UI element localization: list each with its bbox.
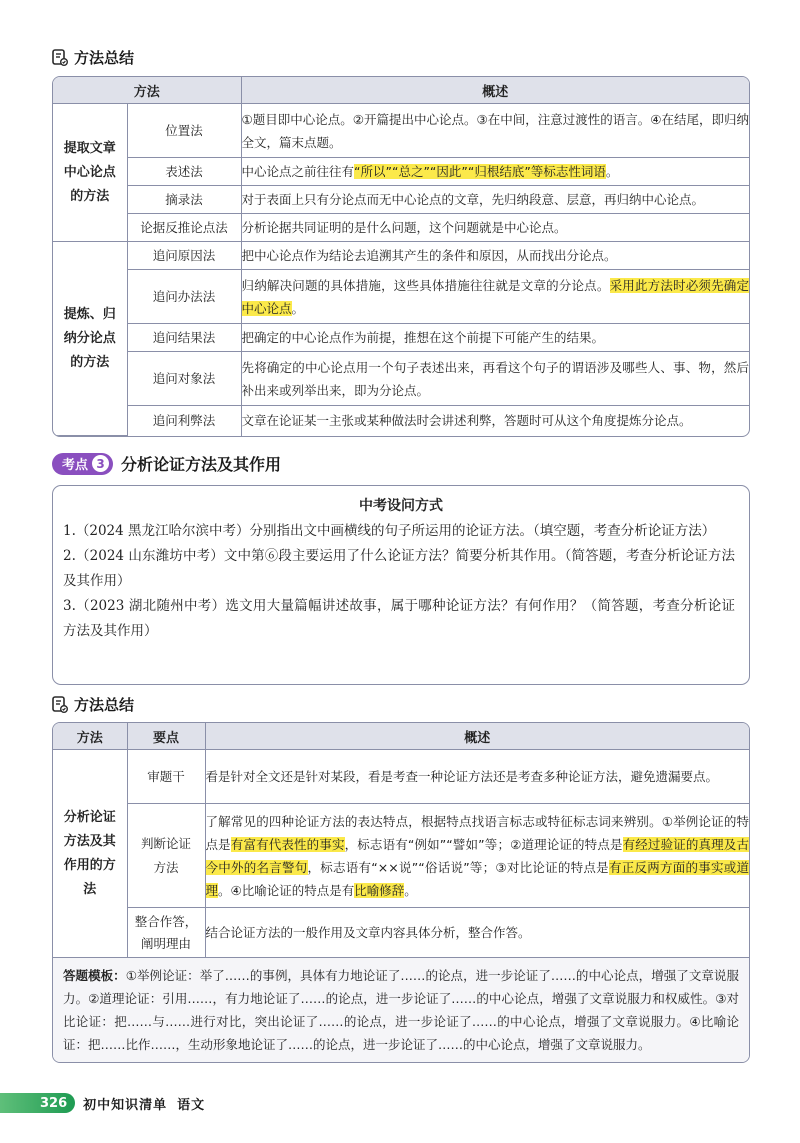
method-table-2 <box>52 722 750 1063</box>
method-cell: 表述法 <box>127 158 241 186</box>
highlight: “所以”“总之”“因此”“归根结底”等标志性词语 <box>354 164 606 179</box>
method-cell: 追问利弊法 <box>127 406 241 436</box>
method-cell: 摘录法 <box>127 186 241 214</box>
kaodian-badge: 考点 3 <box>52 453 113 475</box>
question-box <box>52 485 750 685</box>
header-summary: 概述 <box>241 77 749 104</box>
question-item: 1.（2024 黑龙江哈尔滨中考）分别指出文中画横线的句子所运用的论证方法。（填空题，考查分析论证方法） <box>63 523 716 539</box>
answer-template-cell <box>53 958 749 1063</box>
highlight: 采用此方法时必须先确定中心论点 <box>241 277 749 316</box>
kaodian-number: 3 <box>92 455 109 472</box>
desc-cell: 文章在论证某一主张或某种做法时会讲述利弊，答题时可从这个角度提炼分论点。 <box>241 406 749 436</box>
method-cell: 追问结果法 <box>127 324 241 352</box>
category-cell: 分析论证方法及其作用的方法 <box>53 750 127 958</box>
footer-subject: 语文 <box>177 1097 206 1113</box>
desc-cell: 分析论据共同证明的是什么问题，这个问题就是中心论点。 <box>241 214 749 242</box>
header-method: 方法 <box>53 723 127 750</box>
header-summary: 概述 <box>205 723 749 750</box>
section-title-text: 方法总结 <box>74 49 135 67</box>
footer-book: 初中知识清单 语文 <box>83 1097 206 1113</box>
method-cell: 位置法 <box>127 104 241 158</box>
point-cell: 审题干 <box>127 750 205 804</box>
method-cell: 追问办法法 <box>127 270 241 324</box>
document-check-icon <box>52 696 68 713</box>
question-item: 2.（2024 山东潍坊中考）文中第⑥段主要运用了什么论证方法？简要分析其作用。（简答题，考查分析论证方法及其作用） <box>63 548 735 589</box>
desc-cell: 把确定的中心论点作为前提，推想在这个前提下可能产生的结果。 <box>241 324 749 352</box>
method-cell: 追问原因法 <box>127 242 241 270</box>
method-table-1 <box>52 76 750 437</box>
section-title-1 <box>52 47 134 68</box>
point-cell: 判断论证方法 <box>127 804 205 908</box>
method-cell: 论据反推论点法 <box>127 214 241 242</box>
highlight: 有经过验证的真理及古今中外的名言警句 <box>205 836 749 875</box>
desc-cell: 把中心论点作为结论去追溯其产生的条件和原因，从而找出分论点。 <box>241 242 749 270</box>
desc-cell: 对于表面上只有分论点而无中心论点的文章，先归纳段意、层意，再归纳中心论点。 <box>241 186 749 214</box>
desc-cell: 中心论点之前往往有“所以”“总之”“因此”“归根结底”等标志性词语。 <box>241 158 749 186</box>
template-text: ①举例论证：举了……的事例，具体有力地论证了……的论点，进一步论证了……的中心论点，增强了文章说服力。②道理论证：引用……，有力地论证了……的论点，进一步论证了……的中心论点，增强了文章说服力和权威性。③对比论证：把……与……进行对比，突出论证了……的论点，进一步论证了……的中心论点，增强了文章说服力。④比喻论证：把……比作……，生动形象地论证了……的论点，进一步论证了……的中心论点，增强了文章说服力。 <box>63 968 739 1052</box>
highlight: 比喻修辞 <box>354 882 405 898</box>
section-title-text: 方法总结 <box>74 696 135 714</box>
category-cell: 提炼、归纳分论点的方法 <box>53 242 127 436</box>
category-cell: 提取文章中心论点的方法 <box>53 104 127 242</box>
page-number: 326 <box>0 1093 75 1113</box>
header-point: 要点 <box>127 723 205 750</box>
desc-cell: ①题目即中心论点。②开篇提出中心论点。③在中间，注意过渡性的语言。④在结尾，即归纳全文，篇末点题。 <box>241 104 749 158</box>
desc-cell: 了解常见的四种论证方法的表达特点，根据特点找语言标志或特征标志词来辨别。①举例论证的特点是有富有代表性的事实，标志语有“例如”“譬如”等；②道理论证的特点是有经过验证的真理及古今中外的名言警句，标志语有“××说”“俗话说”等；③对比论证的特点是有正反两方面的事实或道理。④比喻论证的特点是有比喻修辞。 <box>205 804 749 908</box>
desc-cell: 归纳解决问题的具体措施，这些具体措施往往就是文章的分论点。采用此方法时必须先确定中心论点。 <box>241 270 749 324</box>
document-check-icon <box>52 49 68 66</box>
highlight: 有富有代表性的事实 <box>230 836 345 852</box>
highlight: 有正反两方面的事实或道理 <box>205 859 749 898</box>
desc-cell: 先将确定的中心论点用一个句子表述出来，再看这个句子的谓语涉及哪些人、事、物，然后补出来或列举出来，即为分论点。 <box>241 352 749 406</box>
section-title-2 <box>52 694 134 715</box>
page-footer <box>40 1092 206 1114</box>
kaodian-heading <box>52 452 281 475</box>
question-item: 3.（2023 湖北随州中考）选文用大量篇幅讲述故事，属于哪种论证方法？有何作用？（简答题，考查分析论证方法及其作用） <box>63 598 735 639</box>
desc-cell: 看是针对全文还是针对某段，看是考查一种论证方法还是考查多种论证方法，避免遗漏要点。 <box>205 750 749 804</box>
point-cell: 整合作答，阐明理由 <box>127 908 205 958</box>
question-box-title: 中考设问方式 <box>359 498 443 514</box>
kaodian-title: 分析论证方法及其作用 <box>121 455 282 474</box>
header-method: 方法 <box>53 77 241 104</box>
desc-cell: 结合论证方法的一般作用及文章内容具体分析，整合作答。 <box>205 908 749 958</box>
template-label: 答题模板： <box>63 968 126 983</box>
method-cell: 追问对象法 <box>127 352 241 406</box>
